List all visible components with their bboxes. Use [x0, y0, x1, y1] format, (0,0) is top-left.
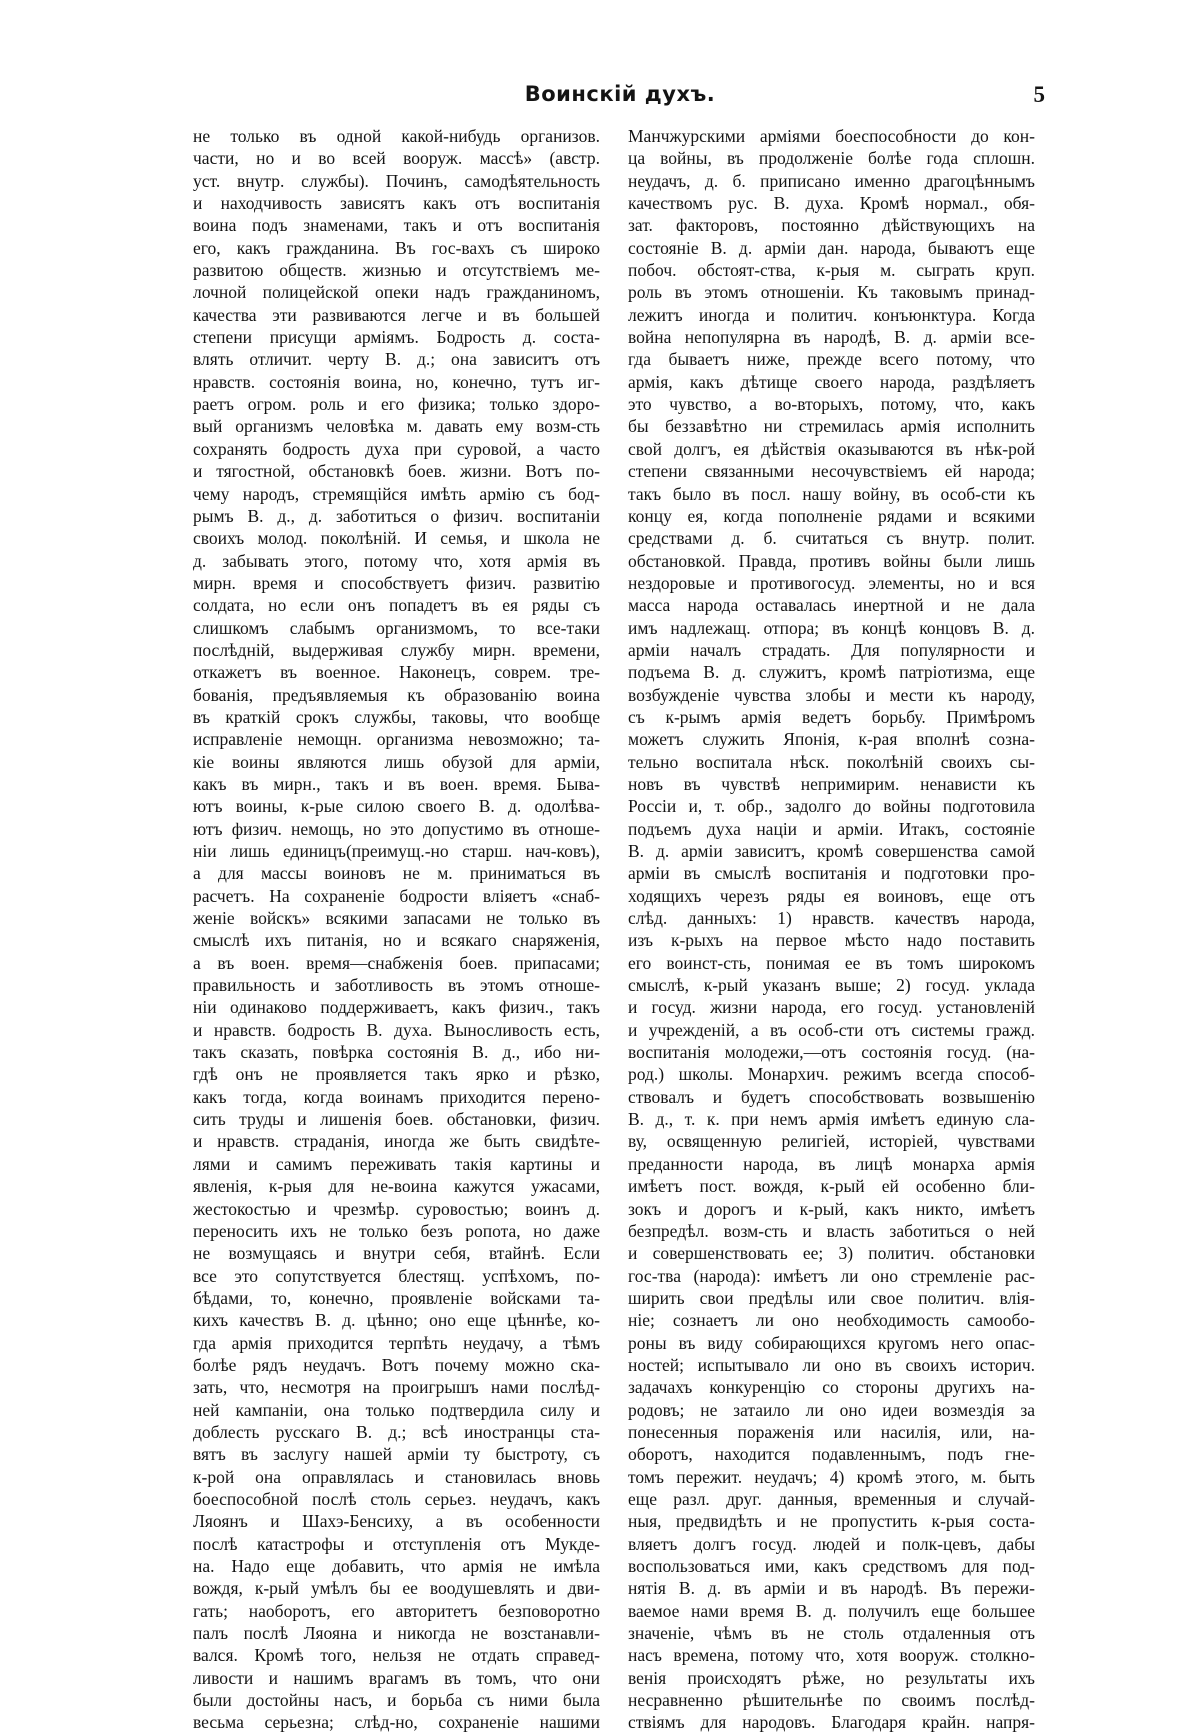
text-line: какъ въ мирн., такъ и въ воен. время. Быва- — [193, 773, 600, 794]
text-line: неудачъ, д. б. приписано именно драгоцѣннымъ — [628, 170, 1035, 191]
text-line: его, какъ гражданина. Въ гос-вахъ съ широко — [193, 237, 600, 258]
text-line: гда армія приходится терпѣть неудачу, а тѣмъ — [193, 1332, 600, 1353]
text-line: армія, какъ дѣтище своего народа, раздѣляетъ — [628, 371, 1035, 392]
text-line: влять отличит. черту В. д.; она зависитъ отъ — [193, 349, 600, 370]
text-line: ніи лишь единицъ(преимущ.-но старш. нач-ковъ), — [193, 841, 600, 861]
text-line: ніи одинаково поддерживаетъ, какъ физич., такъ — [193, 997, 600, 1018]
text-line: болѣе рядъ неудачъ. Вотъ почему можно ска- — [193, 1354, 600, 1375]
text-line: тельно воспитала нѣск. поколѣній своихъ сы- — [628, 751, 1035, 772]
text-line: и совершенствовать ее; 3) политич. обстановки — [628, 1243, 1035, 1264]
running-title: Воинскій духъ. — [524, 82, 716, 106]
text-line: обстановкой. Правда, противъ войны были лишь — [628, 550, 1035, 571]
text-line: ливости и нашимъ врагамъ въ томъ, что они — [193, 1667, 600, 1688]
text-line: слишкомъ слабымъ организмомъ, то все-таки — [193, 617, 600, 638]
text-line: боеспособной послѣ столь серьез. неудачъ, какъ — [193, 1488, 600, 1509]
text-line: доблесть русскаго В. д.; всѣ иностранцы ста- — [193, 1421, 600, 1442]
text-line: его воинст-сть, понимая ее въ томъ широкомъ — [628, 952, 1035, 973]
text-line: Россіи и, т. обр., задолго до войны подготовила — [628, 796, 1035, 817]
text-line: побоч. обстоят-ства, к-рыя м. сыграть круп. — [628, 260, 1035, 281]
text-line: лежитъ иногда и политич. конъюнктура. Когда — [628, 304, 1035, 325]
text-line: раетъ огром. роль и его физика; только здоро- — [193, 394, 600, 415]
page-number: 5 — [1033, 82, 1045, 107]
text-line: вался. Кромѣ того, нельзя не отдать справед- — [193, 1645, 600, 1666]
text-line: насъ времена, потому что, хотя вооруж. столкно- — [628, 1645, 1035, 1666]
text-line: а въ воен. время—снабженія боев. припасами; — [193, 952, 600, 973]
text-line: такъ сказать, повѣрка состоянія В. д., ибо ни- — [193, 1042, 600, 1063]
text-line: можетъ служить Японія, к-рая вполнѣ созна- — [628, 729, 1035, 750]
text-line: своихъ молод. поколѣній. И семья, и школа не — [193, 528, 600, 549]
text-line: а для массы воиновъ не м. приниматься въ — [193, 863, 600, 884]
text-line: явленія, к-рыя для не-воина кажутся ужасами, — [193, 1176, 600, 1197]
text-line: понесенныя пораженія или насилія, или, на- — [628, 1421, 1035, 1442]
text-line: зат. факторовъ, постоянно дѣйствующихъ на — [628, 215, 1035, 236]
text-line: ствіямъ для народовъ. Благодаря крайн. напря- — [628, 1712, 1035, 1733]
text-line: исправленіе немощн. организма невозможно; та- — [193, 729, 600, 750]
text-line: бѣдами, то, конечно, проявленіе войсками та- — [193, 1287, 600, 1308]
text-line: венія происходятъ рѣже, но результаты ихъ — [628, 1667, 1035, 1688]
text-line: роль въ этомъ отношеніи. Къ таковымъ принад- — [628, 282, 1035, 303]
text-line: послѣдній, выдерживая службу мирн. времени, — [193, 639, 600, 660]
text-line: не только въ одной какой-нибудь организов. — [193, 126, 600, 146]
text-line: палъ послѣ Ляояна и никогда не возстанавли- — [193, 1623, 600, 1644]
text-line: переносить ихъ не только безъ ропота, но даже — [193, 1220, 600, 1241]
text-line: д. забывать этого, потому что, хотя армія въ — [193, 550, 600, 571]
text-line: не возмущаясь и внутри себя, втайнѣ. Если — [193, 1243, 600, 1264]
text-line: женіе войскъ» всякими запасами не только въ — [193, 908, 600, 929]
text-line: томъ пережит. неудачъ; 4) кромѣ этого, м. быть — [628, 1466, 1035, 1487]
text-line: все это сопутствуется блестящ. успѣхомъ, по- — [193, 1265, 600, 1286]
text-line: смыслѣ, к-рый указанъ выше; 2) госуд. уклада — [628, 975, 1035, 996]
text-line: воспитанія молодежи,—отъ состоянія госуд. (на- — [628, 1042, 1035, 1063]
text-column-left — [193, 125, 600, 1734]
text-line: сить труды и лишенія боев. обстановки, физич. — [193, 1109, 600, 1130]
text-line: задачахъ конкуренцію со стороны другихъ на- — [628, 1377, 1035, 1398]
text-line: В. д. арміи зависитъ, кромѣ совершенства самой — [628, 841, 1035, 861]
text-line: имъ надлежащ. отпора; въ концѣ концовъ В. д. — [628, 617, 1035, 638]
text-line: к-рой она оправлялась и становилась вновь — [193, 1466, 600, 1487]
text-line: свой долгъ, ея дѣйствія оказываются въ нѣк-рой — [628, 438, 1035, 459]
text-line: степени присущи арміямъ. Бодрость д. соста- — [193, 327, 600, 348]
text-line: средствами д. б. считаться съ внутр. полит. — [628, 528, 1035, 549]
text-line: были достойны насъ, и борьба съ ними была — [193, 1690, 600, 1711]
text-line: новъ въ чувствѣ непримирим. ненависти къ — [628, 773, 1035, 794]
text-line: вляетъ долгъ госуд. людей и полк-цевъ, дабы — [628, 1533, 1035, 1554]
text-line: рымъ В. д., д. заботиться о физич. воспитаніи — [193, 505, 600, 526]
text-line: какъ тогда, когда воинамъ приходится перено- — [193, 1086, 600, 1107]
text-line: еще разл. друг. данныя, временныя и случай- — [628, 1488, 1035, 1509]
text-line: ныя, предвидѣть и не пропустить к-рыя соста- — [628, 1511, 1035, 1532]
text-line: несравненно рѣшительнѣе по своимъ послѣд- — [628, 1690, 1035, 1711]
text-line: уст. внутр. службы). Починъ, самодѣятельность — [193, 170, 600, 191]
text-line: безпредѣл. возм-сть и власть заботиться о ней — [628, 1220, 1035, 1241]
page-margin — [0, 0, 130, 1588]
text-line: гда бываетъ ниже, прежде всего потому, что — [628, 349, 1035, 370]
text-line: лочной полицейской опеки надъ гражданиномъ, — [193, 282, 600, 303]
text-line: бованія, предъявляемыя къ образованію воина — [193, 684, 600, 705]
text-line: вятъ въ заслугу нашей арміи ту быстроту, съ — [193, 1444, 600, 1465]
text-line: сохранять бодрость духа при суровой, а часто — [193, 438, 600, 459]
text-line: жестокостью и чрезмѣр. суровостью; воинъ д. — [193, 1198, 600, 1219]
text-line: качества эти развиваются легче и въ большей — [193, 304, 600, 325]
text-line: бы беззавѣтно ни стремилась армія исполнить — [628, 416, 1035, 437]
text-line: съ к-рымъ армія ведетъ борьбу. Примѣромъ — [628, 706, 1035, 727]
text-line: вождя, к-рый умѣлъ бы ее воодушевлять и дви- — [193, 1578, 600, 1599]
text-line: и нравств. бодрость В. духа. Выносливость есть, — [193, 1019, 600, 1040]
text-line: масса народа оставалась инертной и не дала — [628, 595, 1035, 616]
text-column-right — [628, 125, 1035, 1734]
text-line: нятія В. д. въ арміи и въ народѣ. Въ пережи- — [628, 1578, 1035, 1599]
text-line: преданности народа, въ лицѣ монарха армія — [628, 1153, 1035, 1174]
text-line: гать; наоборотъ, его авторитетъ безповоротно — [193, 1600, 600, 1621]
text-line: арміи началъ страдать. Для популярности и — [628, 639, 1035, 660]
text-line: степени связанными несочувствіемъ ей народа; — [628, 461, 1035, 482]
text-line: изъ к-рыхъ на первое мѣсто надо поставить — [628, 930, 1035, 951]
text-line: ностей; испытывало ли оно въ своихъ историч. — [628, 1354, 1035, 1375]
text-line: имѣетъ пост. вождя, к-рый ей особенно бли- — [628, 1176, 1035, 1197]
text-line: весьма серьезна; слѣд-но, сохраненіе нашими — [193, 1712, 600, 1733]
text-line: нездоровые и противогосуд. элементы, но и вся — [628, 572, 1035, 593]
text-line: смыслѣ ихъ питанія, но и всякаго снаряженія, — [193, 930, 600, 951]
column-divider — [613, 130, 614, 1460]
text-line: концу ея, когда пополненіе рядами и всякими — [628, 505, 1035, 526]
text-line: и нравств. страданія, иногда же быть свидѣте- — [193, 1131, 600, 1152]
text-line: подъема В. д. служитъ, кромѣ патріотизма, еще — [628, 662, 1035, 683]
text-line: зокъ и дорогъ и к-рый, какъ никто, имѣетъ — [628, 1198, 1035, 1219]
text-line: ніе; сознаетъ ли оно необходимость самообо- — [628, 1310, 1035, 1331]
text-line: возбужденіе чувства злобы и мести къ народу, — [628, 684, 1035, 705]
text-line: и находчивость зависятъ какъ отъ воспитанія — [193, 193, 600, 214]
text-line: кихъ качествъ В. д. цѣнно; оно еще цѣннѣе, ко- — [193, 1310, 600, 1331]
text-line: на. Надо еще добавить, что армія не имѣла — [193, 1556, 600, 1576]
text-line: послѣ катастрофы и отступленія отъ Мукде- — [193, 1533, 600, 1554]
text-line: гос-тва (народа): имѣетъ ли оно стремленіе рас- — [628, 1265, 1035, 1286]
text-line: вый организмъ человѣка м. давать ему возм-сть — [193, 416, 600, 437]
text-line: роны въ виду собирающихся кругомъ него опас- — [628, 1332, 1035, 1353]
text-line: ютъ физич. немощь, но это допустимо въ отноше- — [193, 818, 600, 839]
text-line: воспользоваться ими, какъ средствомъ для под- — [628, 1556, 1035, 1576]
text-line: ходящихъ черезъ ряды ея воиновъ, еще отъ — [628, 885, 1035, 906]
text-line: ваемое нами время В. д. получилъ еще большее — [628, 1600, 1035, 1621]
text-line: род.) школы. Монархич. режимъ всегда способ- — [628, 1064, 1035, 1085]
text-line: подъемъ духа націи и арміи. Итакъ, состояніе — [628, 818, 1035, 839]
text-line: расчетъ. На сохраненіе бодрости вліяетъ «снаб- — [193, 885, 600, 906]
text-line: мирн. время и способствуетъ физич. развитію — [193, 572, 600, 593]
text-line: чему народъ, стремящійся имѣть армію съ бод- — [193, 483, 600, 504]
text-line: правильность и заботливость въ этомъ отноше- — [193, 975, 600, 996]
text-line: въ краткій срокъ службы, таковы, что вообще — [193, 706, 600, 727]
text-line: ствовалъ и будетъ способствовать возвышенію — [628, 1086, 1035, 1107]
text-line: это чувство, а во-вторыхъ, потому, что, какъ — [628, 394, 1035, 415]
page-header — [195, 82, 1045, 118]
text-line: состояніе В. д. арміи дан. народа, бываютъ еще — [628, 237, 1035, 258]
text-line: и учрежденій, а въ особ-сти отъ системы гражд. — [628, 1019, 1035, 1040]
text-line: кіе воины являются лишь обузой для арміи, — [193, 751, 600, 772]
text-line: слѣд. данныхъ: 1) нравств. качествъ народа, — [628, 908, 1035, 929]
text-line: лями и самимъ переживать такія картины и — [193, 1153, 600, 1174]
text-line: ютъ воины, к-рые силою своего В. д. одолѣва- — [193, 796, 600, 817]
text-line: откажетъ въ военное. Наконецъ, соврем. тре- — [193, 662, 600, 683]
text-line: зать, что, несмотря на проигрышъ нами послѣд- — [193, 1377, 600, 1398]
text-line: родовъ; не затаило ли оно идеи возмездія за — [628, 1399, 1035, 1420]
text-line: ней кампаніи, она только подтвердила силу и — [193, 1399, 600, 1420]
text-line: воина подъ знаменами, такъ и отъ воспитанія — [193, 215, 600, 236]
text-line: арміи въ смыслѣ воспитанія и подготовки про- — [628, 863, 1035, 884]
text-line: значеніе, чѣмъ въ не столь отдаленныя отъ — [628, 1623, 1035, 1644]
text-line: развитою обществ. жизнью и отсутствіемъ ме- — [193, 260, 600, 281]
text-line: оборотъ, находится подавленнымъ, подъ гне- — [628, 1444, 1035, 1465]
text-line: части, но и во всей вооруж. массѣ» (австр. — [193, 148, 600, 169]
text-line: ву, освященную религіей, исторіей, чувствами — [628, 1131, 1035, 1152]
text-line: Манчжурскими арміями боеспособности до кон- — [628, 126, 1035, 146]
text-line: и тягостной, обстановкѣ боев. жизни. Вотъ по- — [193, 461, 600, 482]
text-line: и госуд. жизни народа, его госуд. установленій — [628, 997, 1035, 1018]
text-line: война непопулярна въ народѣ, В. д. арміи все- — [628, 327, 1035, 348]
text-line: ширить свои предѣлы или свое политич. влія- — [628, 1287, 1035, 1308]
text-line: Ляоянъ и Шахэ-Бенсиху, а въ особенности — [193, 1511, 600, 1532]
text-line: солдата, но если онъ попадетъ въ ея ряды съ — [193, 595, 600, 616]
text-line: качествомъ рус. В. духа. Кромѣ нормал., обя- — [628, 193, 1035, 214]
text-line: нравств. состоянія воина, но, конечно, тутъ иг- — [193, 371, 600, 392]
text-line: ца войны, въ продолженіе болѣе года сплошн. — [628, 148, 1035, 169]
text-line: такъ было въ посл. нашу войну, въ особ-сти къ — [628, 483, 1035, 504]
text-line: гдѣ онъ не проявляется такъ ярко и рѣзко, — [193, 1064, 600, 1085]
text-line: В. д., т. к. при немъ армія имѣетъ единую сла- — [628, 1109, 1035, 1130]
